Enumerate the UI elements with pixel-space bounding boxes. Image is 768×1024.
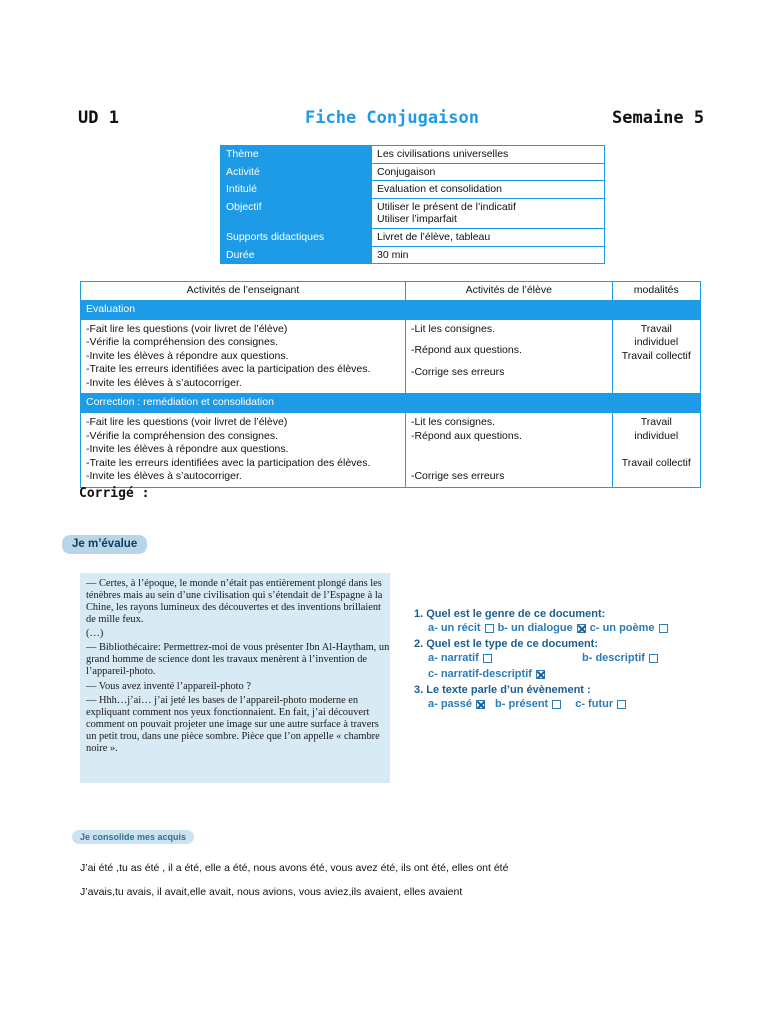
text-paragraph: — Hhh…j’ai… j’ai jeté les bases de l’appareil-photo moderne en expliquant comment nos yeux fonctionnaient. En fait, j’ai découvert comment on pouvait projeter une image sur une autre surface à travers un petit trou, dans une pièce sombre. Pièce que l’on appelle « chambre noire ».: [86, 694, 380, 754]
checked-checkbox-icon[interactable]: [536, 670, 545, 679]
teacher-item: -Fait lire les questions (voir livret de l’élève): [86, 416, 288, 429]
info-value: Evaluation et consolidation: [372, 181, 605, 199]
teacher-item: -Invite les élèves à répondre aux questions.: [86, 443, 289, 456]
info-value: [372, 198, 605, 228]
week-label: Semaine 5: [612, 108, 705, 128]
teacher-item: -Invite les élèves à répondre aux questions.: [86, 349, 289, 362]
questions-block: [414, 608, 714, 714]
student-item: -Corrige ses erreurs: [410, 365, 505, 378]
activities-header-row: [81, 282, 701, 301]
lesson-info-table: [220, 145, 605, 264]
question-title: 1. Quel est le genre de ce document:: [414, 608, 606, 620]
checkbox-icon[interactable]: [483, 654, 492, 663]
teacher-item: -Invite les élèves à s’autocorriger.: [86, 376, 242, 389]
question-title: 3. Le texte parle d’un évènement :: [414, 684, 591, 696]
teacher-item: -Vérifie la compréhension des consignes.: [86, 336, 279, 349]
option-label: c- un poème: [589, 622, 655, 634]
activities-table: [80, 281, 701, 488]
teacher-item: -Traite les erreurs identifiées avec la participation des élèves.: [86, 363, 371, 376]
je-m-evalue-badge: Je m’évalue: [62, 535, 147, 554]
info-key: Durée: [221, 246, 372, 264]
info-row-intitule: [221, 181, 605, 199]
info-key: Supports didactiques: [221, 228, 372, 246]
header-teacher: Activités de l’enseignant: [81, 282, 406, 301]
teacher-item: -Invite les élèves à s’autocorriger.: [86, 469, 242, 482]
header-modalites: modalités: [612, 282, 700, 301]
option: [428, 652, 578, 664]
info-value: Les civilisations universelles: [372, 146, 605, 164]
section-title: Correction : remédiation et consolidation: [81, 394, 701, 413]
text-paragraph: — Bibliothécaire: Permettrez-moi de vous présenter Ibn Al-Haytham, un grand homme de science dont les travaux menèrent à l’invention de l’appareil-photo.: [86, 642, 390, 678]
text-paragraph: — Certes, à l’époque, le monde n’était pas entièrement plongé dans les ténèbres mais au sein d’une civilisation qui s’étendait de l’Espagne à la Chine, les rayons lumineux des découvertes et des inventions brillaient de mille feux.: [86, 578, 383, 626]
teacher-item: -Fait lire les questions (voir livret de l’élève): [86, 323, 288, 335]
modalites: [612, 320, 700, 394]
info-row-objectif: [221, 198, 605, 228]
corrige-heading: Corrigé :: [79, 486, 150, 501]
teacher-activities: [81, 413, 406, 487]
student-activities: [405, 413, 612, 487]
page-title: Fiche Conjugaison: [305, 108, 479, 128]
info-row-theme: [221, 146, 605, 164]
objective-line-1: Utiliser le présent de l’indicatif: [377, 200, 516, 213]
je-consolide-badge: Je consolide mes acquis: [72, 830, 194, 844]
question-options: [414, 622, 714, 634]
answer-line-passe-compose: J’ai été ,tu as été , il a été, elle a été, nous avons été, vous avez été, ils ont été, elles ont été: [80, 862, 509, 874]
section-row-evaluation: [81, 320, 701, 394]
question-options: [414, 652, 714, 664]
teacher-item: -Traite les erreurs identifiées avec la participation des élèves.: [86, 456, 371, 469]
option-label: a- passé: [428, 698, 473, 710]
info-key: Intitulé: [221, 181, 372, 199]
student-activities: [405, 320, 612, 394]
checkbox-icon[interactable]: [659, 624, 668, 633]
question-title: 2. Quel est le type de ce document:: [414, 638, 598, 650]
option-label: c- narratif-descriptif: [428, 668, 532, 680]
section-row-correction: [81, 413, 701, 487]
modalite-item: Travail: [640, 416, 672, 429]
text-paragraph: (…): [86, 628, 104, 640]
option-label: b- présent: [495, 698, 549, 710]
student-item: -Lit les consignes.: [410, 323, 496, 335]
option: [428, 668, 545, 680]
info-key: Activité: [221, 163, 372, 181]
reading-text: [80, 573, 390, 783]
student-item: -Corrige ses erreurs: [410, 470, 505, 483]
info-key: Objectif: [221, 198, 372, 228]
section-band-evaluation: [81, 301, 701, 320]
modalite-item: individuel: [634, 336, 679, 349]
teacher-item: -Vérifie la compréhension des consignes.: [86, 429, 279, 442]
info-row-supports: [221, 228, 605, 246]
modalites: [612, 413, 700, 487]
option-label: a- narratif: [428, 652, 479, 664]
checkbox-icon[interactable]: [552, 700, 561, 709]
option-label: c- futur: [575, 698, 614, 710]
option: [428, 622, 494, 634]
option-label: a- un récit: [428, 622, 481, 634]
option: [428, 698, 485, 710]
checkbox-icon[interactable]: [617, 700, 626, 709]
modalite-item: individuel: [634, 429, 679, 442]
option: [575, 698, 626, 710]
option-label: b- un dialogue: [497, 622, 573, 634]
option-label: b- descriptif: [582, 652, 645, 664]
question-options: [414, 698, 714, 710]
option: [498, 622, 586, 634]
checked-checkbox-icon[interactable]: [577, 624, 586, 633]
info-key: Thème: [221, 146, 372, 164]
unit-label: UD 1: [78, 108, 119, 128]
checked-checkbox-icon[interactable]: [476, 700, 485, 709]
info-value: 30 min: [372, 246, 605, 264]
modalite-item: Travail: [640, 323, 672, 335]
teacher-activities: [81, 320, 406, 394]
student-item: -Lit les consignes.: [410, 416, 496, 429]
section-title: Evaluation: [81, 301, 701, 320]
text-paragraph: — Vous avez inventé l’appareil-photo ?: [86, 680, 251, 692]
student-item: -Répond aux questions.: [410, 429, 522, 442]
header-student: Activités de l’élève: [405, 282, 612, 301]
info-row-activite: [221, 163, 605, 181]
section-band-correction: [81, 394, 701, 413]
modalite-item: Travail collectif: [621, 349, 691, 362]
objective-line-2: Utiliser l’imparfait: [377, 213, 457, 226]
question-options: [414, 668, 714, 680]
answer-line-imparfait: J’avais,tu avais, il avait,elle avait, nous avions, vous aviez,ils avaient, elles avaient: [80, 886, 463, 898]
student-item: -Répond aux questions.: [410, 344, 522, 357]
info-row-duree: [221, 246, 605, 264]
checkbox-icon[interactable]: [485, 624, 494, 633]
info-value: Conjugaison: [372, 163, 605, 181]
info-value: Livret de l’élève, tableau: [372, 228, 605, 246]
checkbox-icon[interactable]: [649, 654, 658, 663]
modalite-item: Travail collectif: [621, 457, 691, 470]
option: [495, 698, 561, 710]
option: [590, 622, 668, 634]
option: [582, 652, 658, 664]
